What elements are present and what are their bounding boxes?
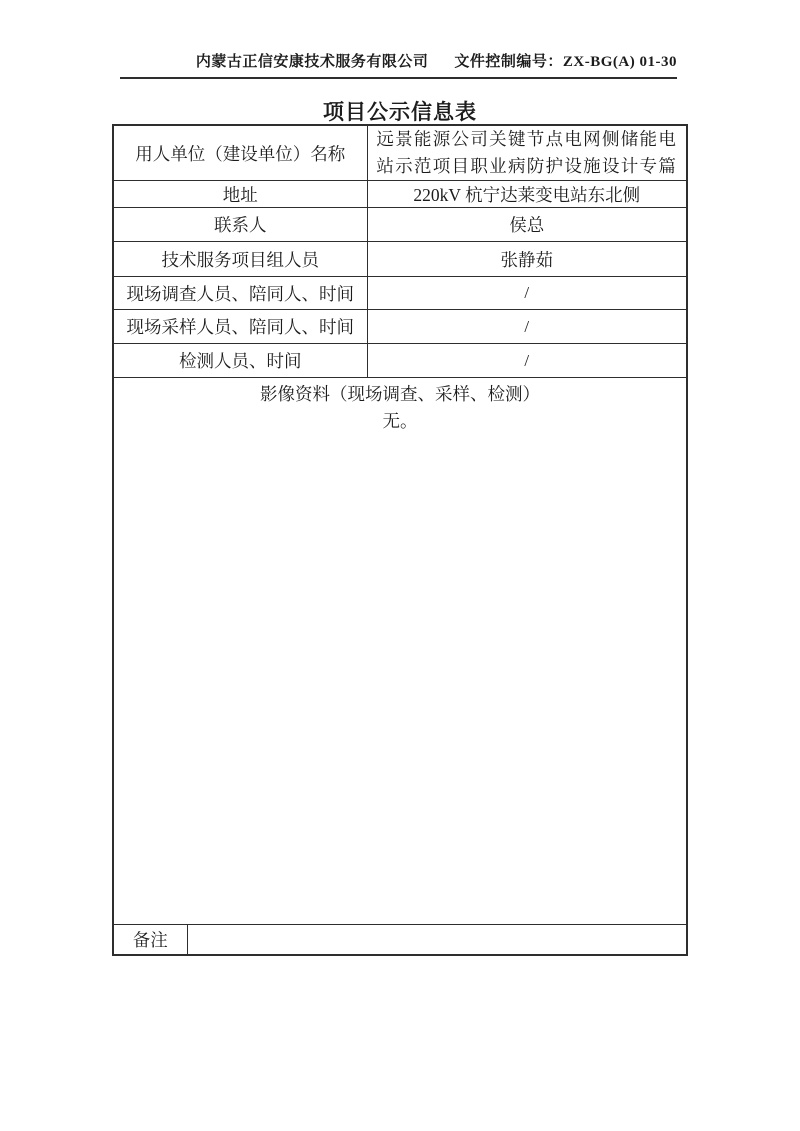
row-label-remark: 备注 (113, 925, 187, 956)
table-row-site-sampling (113, 310, 687, 344)
table-row-remark (113, 925, 687, 956)
project-info-table (112, 124, 688, 956)
table-row-media (113, 378, 687, 925)
row-label-employer-name: 用人单位（建设单位）名称 (113, 125, 367, 181)
row-value-contact: 侯总 (367, 208, 687, 242)
row-value-remark (187, 925, 687, 956)
page-title: 项目公示信息表 (323, 100, 477, 124)
row-value-employer-name: 远景能源公司关键节点电网侧储能电站示范项目职业病防护设施设计专篇 (367, 125, 687, 181)
row-value-inspection: / (367, 344, 687, 378)
media-note: 无。 (382, 411, 418, 431)
table-row-address (113, 181, 687, 208)
table-row-employer-name (113, 125, 687, 181)
row-label-service-team: 技术服务项目组人员 (113, 242, 367, 277)
row-label-address: 地址 (113, 181, 367, 208)
table-row-contact (113, 208, 687, 242)
table-row-service-team (113, 242, 687, 277)
row-label-site-survey: 现场调查人员、陪同人、时间 (113, 277, 367, 310)
media-section-cell (113, 378, 687, 925)
row-label-contact: 联系人 (113, 208, 367, 242)
row-value-site-sampling: / (367, 310, 687, 344)
table-row-inspection (113, 344, 687, 378)
row-label-inspection: 检测人员、时间 (113, 344, 367, 378)
row-value-service-team: 张静茹 (367, 242, 687, 277)
table-row-site-survey (113, 277, 687, 310)
document-header (120, 50, 677, 79)
media-heading: 影像资料（现场调查、采样、检测） (260, 384, 540, 404)
doc-control-number: 文件控制编号：ZX-BG(A) 01-30 (454, 54, 677, 70)
row-label-site-sampling: 现场采样人员、陪同人、时间 (113, 310, 367, 344)
row-value-address: 220kV 杭宁达莱变电站东北侧 (367, 181, 687, 208)
row-value-site-survey: / (367, 277, 687, 310)
company-name: 内蒙古正信安康技术服务有限公司 (195, 54, 429, 70)
